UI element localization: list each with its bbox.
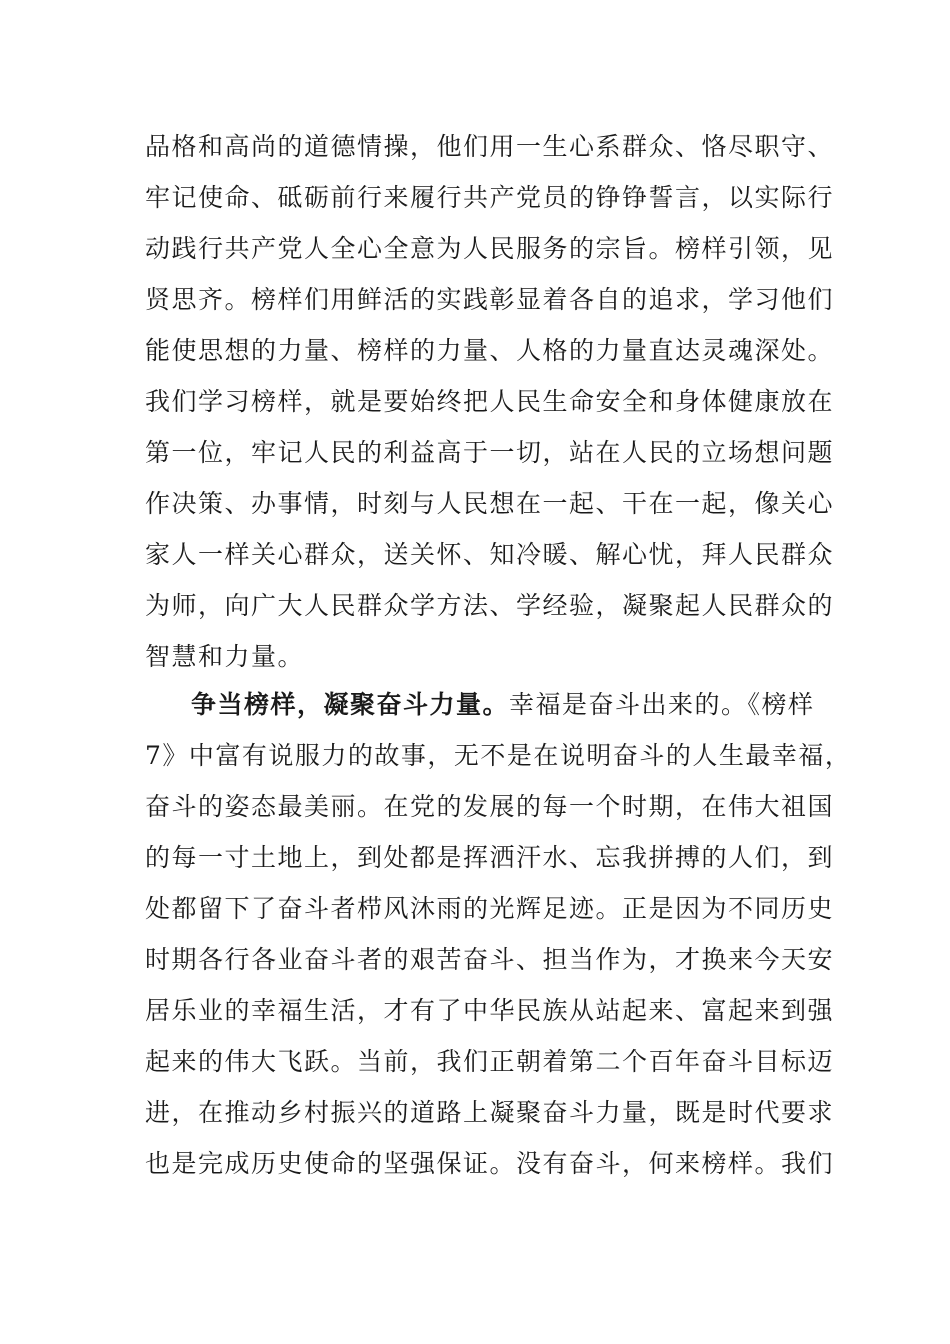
text-line: 居乐业的幸福生活，才有了中华民族从站起来、富起来到强 [145,996,835,1025]
text-line: 家人一样关心群众，送关怀、知冷暖、解心忧，拜人民群众 [145,540,835,569]
text-line: 奋斗的姿态最美丽。在党的发展的每一个时期，在伟大祖国 [145,792,835,821]
text-line: 时期各行各业奋斗者的艰苦奋斗、担当作为，才换来今天安 [145,945,835,974]
text-line: 第一位，牢记人民的利益高于一切，站在人民的立场想问题 [145,438,835,467]
text-line: 处都留下了奋斗者栉风沐雨的光辉足迹。正是因为不同历史 [145,894,835,923]
text-line: 智慧和力量。 [145,642,305,671]
text-line: 贤思齐。榜样们用鲜活的实践彰显着各自的追求，学习他们 [145,285,835,314]
paragraph-first-line-text: 幸福是奋斗出来的。《榜样 [509,690,815,719]
text-line: 品格和高尚的道德情操，他们用一生心系群众、恪尽职守、 [145,132,835,161]
text-line: 牢记使命、砥砺前行来履行共产党员的铮铮誓言，以实际行 [145,183,835,212]
text-line: 作决策、办事情，时刻与人民想在一起、干在一起，像关心 [145,489,835,518]
text-line: 能使思想的力量、榜样的力量、人格的力量直达灵魂深处。 [145,336,835,365]
text-line: 我们学习榜样，就是要始终把人民生命安全和身体健康放在 [145,387,835,416]
text-line: 也是完成历史使命的坚强保证。没有奋斗，何来榜样。我们 [145,1149,835,1178]
text-line: 为师，向广大人民群众学方法、学经验，凝聚起人民群众的 [145,591,835,620]
text-line: 7》中富有说服力的故事，无不是在说明奋斗的人生最幸福， [145,741,852,770]
paragraph-heading: 争当榜样，凝聚奋斗力量。 [191,690,510,719]
text-line: 的每一寸土地上，到处都是挥洒汗水、忘我拼搏的人们，到 [145,843,835,872]
text-line: 起来的伟大飞跃。当前，我们正朝着第二个百年奋斗目标迈 [145,1047,835,1076]
text-line: 进，在推动乡村振兴的道路上凝聚奋斗力量，既是时代要求 [145,1098,835,1127]
paragraph-first-line [191,688,815,722]
text-line: 动践行共产党人全心全意为人民服务的宗旨。榜样引领，见 [145,234,835,263]
